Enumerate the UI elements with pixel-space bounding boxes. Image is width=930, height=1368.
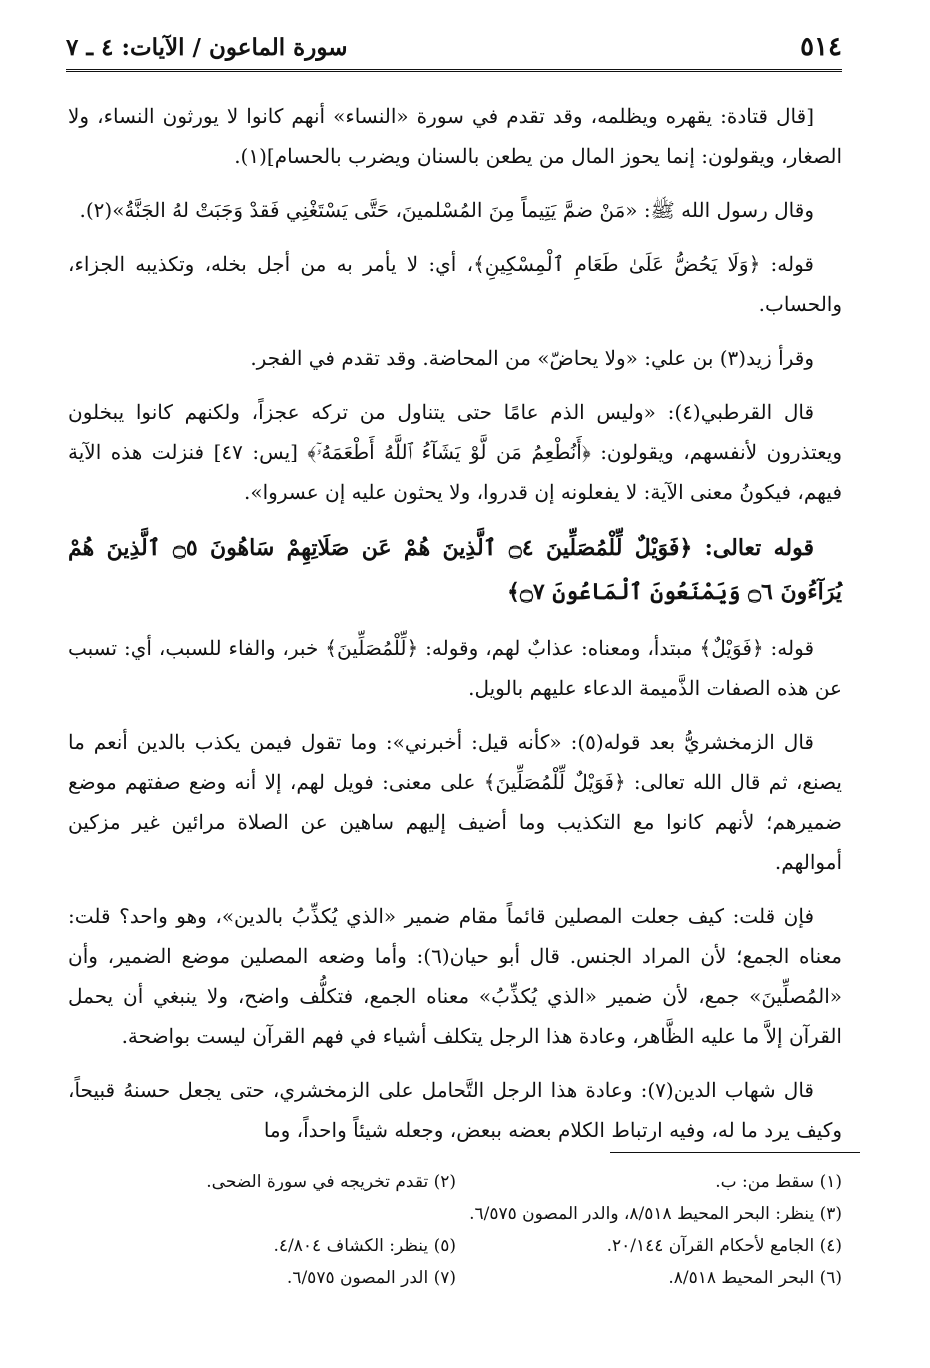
paragraph-qiraat-zayd: وقرأ زيد(٣) بن علي: «ولا يحاضّ» من المحاضة. وقد تقدم في الفجر. — [250, 346, 814, 370]
page-number: ٥١٤ — [800, 32, 842, 62]
paragraph-i3rab: قوله: ﴿فَوَيْلٌ﴾ مبتدأ، ومعناه: عذابٌ لهم، وقوله: ﴿لِّلْمُصَلِّينَ﴾ خبر، والفاء للسبب، أي: تسبب عن هذه الصفات الذَّميمة الدعاء عليهم بالويل. — [68, 636, 842, 700]
footnote-6: (٦) البحر المحيط ٨/٥١٨. — [668, 1268, 842, 1288]
footnote-separator — [610, 1152, 860, 1153]
paragraph-qurtubi: قال القرطبي(٤): «وليس الذم عامًا حتى يتناول من تركه عجزاً، ولكنهم كانوا يبخلون ويعتذرون لأنفسهم، ويقولون: ﴿أَنُطْعِمُ مَن لَّوْ يَشَآءُ ٱللَّهُ أَطْعَمَهُۥٓ﴾ [يس: ٤٧] فنزلت هذه الآية فيهم، فيكونُ معنى الآية: لا يفعلونه إن قدروا، ولا يحثون عليه إن عسروا». — [68, 400, 842, 504]
paragraph-question: فإن قلت: كيف جعلت المصلين قائماً مقام ضمير «الذي يُكذِّبُ بالدين»، وهو واحد؟ قلت: معناه الجمع؛ لأن المراد الجنس. قال أبو حيان(٦): وأما وضعه المصلين موضع الضمير، وأن «المُصلِّينَ» جمع، لأن ضمير «الذي يُكذِّبُ» معناه الجمع، فتكلُّف واضح، ولا ينبغي أن يحمل القرآن إلاَّ ما عليه الظَّاهر، وعادة هذا الرجل يتكلف أشياء في فهم القرآن ليست بواضحة. — [68, 904, 843, 1048]
paragraph-qatada: [قال قتادة: يقهره ويظلمه، وقد تقدم في سورة «النساء» أنهم كانوا لا يورثون النساء، ولا الصغار، ويقولون: إنما يحوز المال من يطعن بالسنان ويضرب بالحسام](١). — [68, 104, 842, 168]
footnote-5: (٥) ينظر: الكشاف ٤/٨٠٤. — [273, 1236, 456, 1256]
footnote-row — [70, 1262, 842, 1294]
page-body — [68, 96, 842, 1164]
footnote-3: (٣) ينظر: البحر المحيط ٨/٥١٨، والدر المصون ٦/٥٧٥. — [469, 1204, 842, 1224]
paragraph-wala-yahuddu: قوله: ﴿وَلَا يَحُضُّ عَلَىٰ طَعَامِ ٱلْمِسْكِينِ﴾، أي: لا يأمر به من أجل بخله، وتكذيبه الجزاء، والحساب. — [68, 252, 842, 316]
footnote-1: (١) سقط من: ب. — [715, 1172, 842, 1192]
page-header — [66, 28, 842, 72]
footnote-7: (٧) الدر المصون ٦/٥٧٥. — [286, 1268, 456, 1288]
paragraph-verses: قوله تعالى: ﴿فَوَيْلٌ لِّلْمُصَلِّينَ ۝٤ ٱلَّذِينَ هُمْ عَن صَلَاتِهِمْ سَاهُونَ ۝٥ ٱلَّذِينَ هُمْ يُرَآءُونَ ۝٦ وَيَمْنَعُونَ ٱلْمَاعُونَ ۝٧﴾ — [68, 535, 842, 605]
paragraph-zamakhshari: قال الزمخشريُّ بعد قوله(٥): «كأنه قيل: أخبرني»: وما تقول فيمن يكذب بالدين أنعم ما يصنع، ثم قال الله تعالى: ﴿فَوَيْلٌ لِّلْمُصَلِّينَ﴾ على معنى: فويل لهم، إلا أنه وضع صفتهم موضع ضميرهم؛ لأنهم كانوا مع التكذيب وما أضيف إليهم ساهين عن الصلاة مرائين غير مزكين أموالهم. — [68, 730, 842, 874]
footnote-row — [70, 1230, 842, 1262]
footnote-row — [70, 1166, 842, 1198]
footnote-row — [70, 1198, 842, 1230]
footnote-2: (٢) تقدم تخريجه في سورة الضحى. — [206, 1172, 456, 1192]
paragraph-hadith: وقال رسول الله ﷺ: «مَنْ ضمَّ يَتِيماً مِنَ المُسْلمينَ، حَتَّى يَسْتَغْنِي فَقدْ وَجَبَتْ لهُ الجَنَّةُ»(٢). — [79, 198, 814, 222]
paragraph-shihab: قال شهاب الدين(٧): وعادة هذا الرجل التَّحامل على الزمخشري، حتى يجعل حسنهُ قبيحاً، وكيف يرد ما له، وفيه ارتباط الكلام بعضه ببعض، وجعله شيئاً واحداً، وما — [68, 1078, 842, 1142]
footnote-4: (٤) الجامع لأحكام القرآن ٢٠/١٤٤. — [606, 1236, 842, 1256]
footnotes — [70, 1166, 842, 1294]
running-title: سورة الماعون / الآيات: ٤ ـ ٧ — [66, 34, 348, 61]
header-rule — [66, 69, 842, 72]
